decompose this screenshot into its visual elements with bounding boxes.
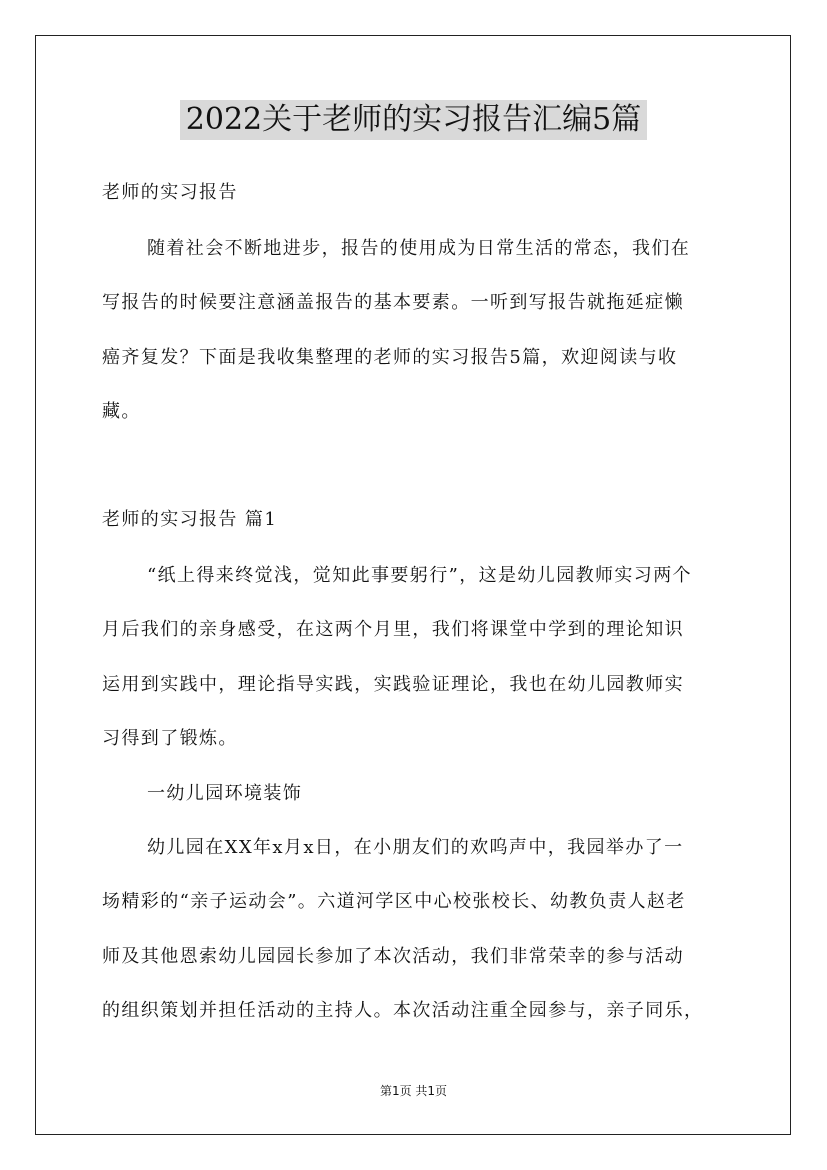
document-title: 2022关于老师的实习报告汇编5篇 (180, 100, 647, 140)
paragraph-line: 幼儿园在XX年x月x日，在小朋友们的欢呜声中，我园举办了一 (147, 837, 684, 858)
paragraph-line: 的组织策划并担任活动的主持人。本次活动注重全园参与，亲子同乐， (102, 1000, 704, 1021)
section-heading: 老师的实习报告 篇1 (102, 509, 278, 530)
paragraph-line: 随着社会不断地进步，报告的使用成为日常生活的常态，我们在 (147, 238, 691, 259)
paragraph-line: 藏。 (102, 401, 141, 422)
page-footer: 第1页 共1页 (379, 1084, 448, 1098)
section-heading: 老师的实习报告 (102, 182, 238, 203)
paragraph-line: 写报告的时候要注意涵盖报告的基本要素。一听到写报告就拖延症懒 (102, 292, 684, 313)
paragraph-line: 运用到实践中，理论指导实践，实践验证理论，我也在幼儿园教师实 (102, 674, 684, 695)
paragraph-line: 场精彩的“亲子运动会”。六道河学区中心校张校长、幼教负责人赵老 (102, 891, 686, 912)
paragraph-line: “纸上得来终觉浅，觉知此事要躬行”，这是幼儿园教师实习两个 (147, 565, 693, 586)
paragraph-line: 习得到了锻炼。 (102, 728, 238, 749)
subsection-heading: 一幼儿园环境装饰 (147, 783, 303, 804)
paragraph-line: 师及其他恩索幼儿园园长参加了本次活动，我们非常荣幸的参与活动 (102, 946, 684, 967)
paragraph-line: 癌齐复发？下面是我收集整理的老师的实习报告5篇，欢迎阅读与收 (102, 347, 678, 368)
paragraph-line: 月后我们的亲身感受，在这两个月里，我们将课堂中学到的理论知识 (102, 619, 684, 640)
